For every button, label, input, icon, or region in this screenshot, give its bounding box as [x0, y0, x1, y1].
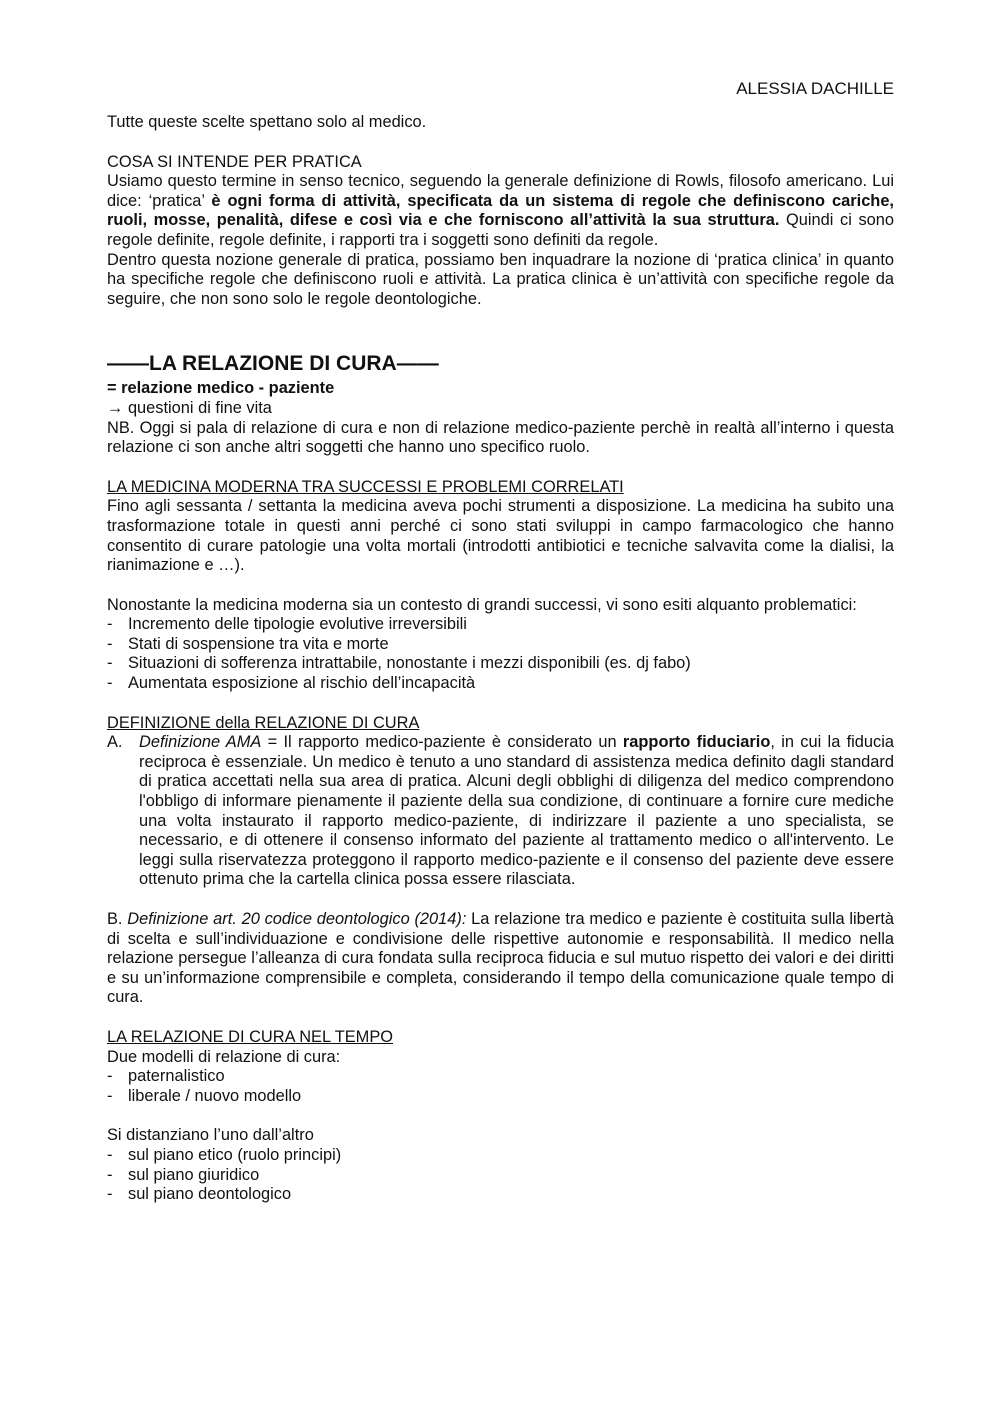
pratica-paragraph-1 — [107, 172, 894, 250]
nb-paragraph: NB. Oggi si pala di relazione di cura e non di relazione medico-paziente perchè in realtà all’interno i questa relazione ci son anche altri soggetti che hanno uno specifico ruolo. — [107, 418, 894, 457]
pratica-paragraph-2: Dentro questa nozione generale di pratica, possiamo ben inquadrare la nozione di ‘pratica clinica’ in quanto ha specifiche regole che definiscono ruoli e attività. La pratica clinica è un’attività con specifiche regole da seguire, che non sono solo le regole deontologiche. — [107, 250, 894, 308]
medicina-heading: LA MEDICINA MODERNA TRA SUCCESSI E PROBLEMI CORRELATI — [107, 477, 624, 496]
tempo-intro-2: Si distanziano l’uno dall’altro — [107, 1126, 314, 1145]
ama-label: Definizione AMA — [139, 733, 262, 752]
medicina-paragraph-1: Fino agli sessanta / settanta la medicina aveva pochi strumenti a disposizione. La medicina ha subito una trasformazione totale in questi anni perché ci sono stati sviluppi in campo farmacologico che hanno consentito di curare patologie una volta mortali (introdotti antibiotici e tecniche salvavita come la dialisi, la rianimazione e …). — [107, 497, 894, 575]
pratica-text-b: Quindi ci sono regole definite, regole definite, i rapporti tra i soggetti sono definiti da regole. — [107, 211, 894, 249]
pratica-text-a: Usiamo questo termine in senso tecnico, seguendo la generale definizione di Rowls, filosofo americano. Lui dice: ‘pratica’ — [107, 172, 894, 210]
list-item: - paternalistico — [107, 1067, 894, 1087]
list-marker-a: A. — [107, 733, 123, 752]
ama-bold-term: rapporto fiduciario — [622, 733, 771, 752]
list-item: - Situazioni di sofferenza intrattabile, nonostante i mezzi disponibili (es. dj fabo) — [107, 654, 894, 674]
list-item: - Stati di sospensione tra vita e morte — [107, 635, 894, 655]
art20-text: La relazione tra medico e paziente è costituita sulla libertà di scelta e sull’individuazione e condivisione delle rispettive autonomie e responsabilità. Il medico nella relazione persegue l’alleanza di cura fondata sulla reciproca fiducia e sul mutuo rispetto dei valori e dei diritti e su un’informazione comprensibile e completa, considerando il tempo della comunicazione quale tempo di cura. — [107, 910, 895, 1007]
intro-paragraph: Tutte queste scelte spettano solo al medico. — [107, 113, 427, 131]
section-title-relazione: ——LA RELAZIONE DI CURA—— — [107, 352, 439, 376]
document-body — [107, 113, 894, 1205]
pratica-definition-bold: è ogni forma di attività, specificata da un sistema di regole che definiscono cariche, ruoli, mosse, penalità, difese e così via e che forniscono all’attività la sua struttura. — [107, 191, 894, 230]
art20-label: Definizione art. 20 codice deontologico (2014): — [127, 910, 467, 928]
definizione-ama — [107, 733, 894, 890]
definizione-heading: DEFINIZIONE della RELAZIONE DI CURA — [107, 713, 420, 732]
list-item: - liberale / nuovo modello — [107, 1087, 894, 1107]
relazione-subtitle: = relazione medico - paziente — [107, 379, 335, 398]
list-item: - Aumentata esposizione al rischio dell’incapacità — [107, 674, 894, 694]
author-header: ALESSIA DACHILLE — [736, 79, 894, 98]
arrow-line: → questioni di fine vita — [107, 398, 272, 417]
definizione-art20 — [107, 910, 894, 1008]
tempo-intro: Due modelli di relazione di cura: — [107, 1047, 341, 1066]
ama-text-1: = Il rapporto medico-paziente è considerato un — [261, 733, 623, 752]
pratica-heading: COSA SI INTENDE PER PRATICA — [107, 152, 362, 171]
tempo-heading: LA RELAZIONE DI CURA NEL TEMPO — [107, 1027, 394, 1046]
list-item: - sul piano deontologico — [107, 1185, 894, 1205]
list-item: - sul piano etico (ruolo principi) — [107, 1146, 894, 1166]
list-item: - sul piano giuridico — [107, 1166, 894, 1186]
ama-text-2: , in cui la fiducia reciproca è essenziale. Un medico è tenuto a uno standard di assistenza medica definito dagli standard di pratica accettati nella sua area di pratica. Alcuni degli obblighi di diligenza del medico comprendono l'obbligo di informare pienamente il paziente della sua condizione, di continuare a fornire cure mediche una volta instaurato il rapporto medico-paziente, di indirizzare il paziente a uno specialista, se necessario, e di ottenere il consenso informato del paziente al trattamento medico o all'intervento. Le leggi sulla riservatezza proteggono il rapporto medico-paziente e il consenso del paziente deve essere ottenuto prima che la cartella clinica possa essere rilasciata. — [139, 733, 894, 889]
medicina-paragraph-2: Nonostante la medicina moderna sia un contesto di grandi successi, vi sono esiti alquanto problematici: — [107, 595, 857, 614]
list-item: - Incremento delle tipologie evolutive irreversibili — [107, 615, 894, 635]
list-marker-b: B. — [107, 910, 123, 928]
